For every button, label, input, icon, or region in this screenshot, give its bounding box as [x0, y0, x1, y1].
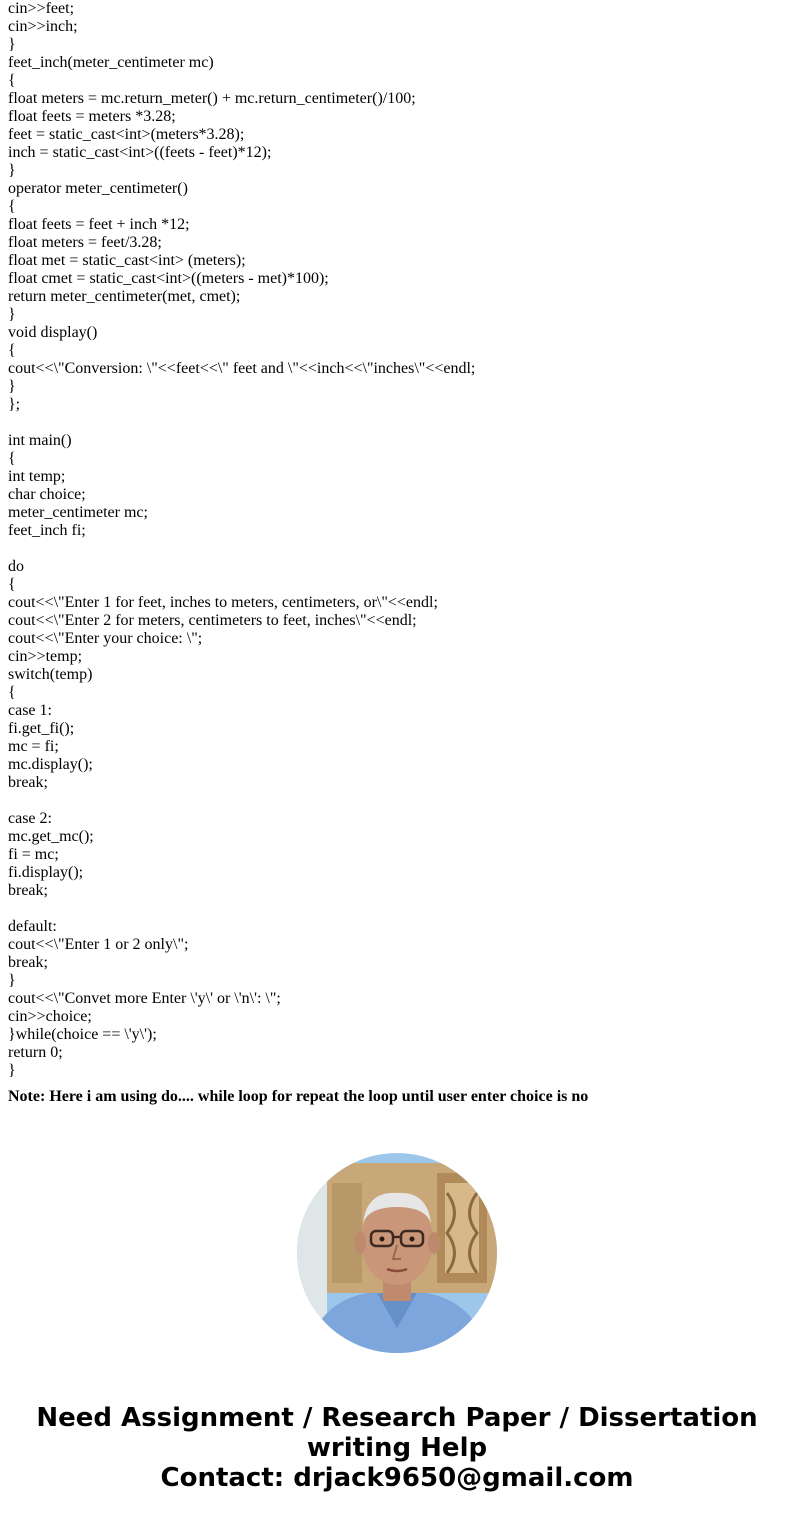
code-line: int temp; [8, 468, 66, 485]
code-line: feet_inch(meter_centimeter mc) [8, 54, 214, 71]
code-line: break; [8, 954, 48, 971]
code-line: mc = fi; [8, 738, 59, 755]
code-line: { [8, 576, 16, 593]
code-line: cin>>choice; [8, 1008, 92, 1025]
note-text: Note: Here i am using do.... while loop for repeat the loop until user enter choice is no [8, 1088, 589, 1105]
code-line: switch(temp) [8, 666, 93, 683]
code-line: case 1: [8, 702, 52, 719]
code-line: float meters = feet/3.28; [8, 234, 162, 251]
promo-line-1: Need Assignment / Research Paper / Dissertation [36, 1403, 758, 1433]
code-line: case 2: [8, 810, 52, 827]
code-line: cout<<\"Enter your choice: \"; [8, 630, 203, 647]
code-line: float met = static_cast<int> (meters); [8, 252, 246, 269]
code-line: mc.display(); [8, 756, 93, 773]
code-line: { [8, 198, 16, 215]
code-line [8, 540, 475, 558]
code-line: float cmet = static_cast<int>((meters - met)*100); [8, 270, 329, 287]
code-line: inch = static_cast<int>((feets - feet)*12); [8, 144, 272, 161]
code-line: { [8, 72, 16, 89]
code-line: void display() [8, 324, 98, 341]
code-line: feet = static_cast<int>(meters*3.28); [8, 126, 245, 143]
code-line: } [8, 36, 16, 53]
code-line: cout<<\"Convet more Enter \'y\' or \'n\': \"; [8, 990, 281, 1007]
code-listing [8, 0, 475, 1080]
code-line: meter_centimeter mc; [8, 504, 148, 521]
code-line: } [8, 972, 16, 989]
code-line: operator meter_centimeter() [8, 180, 188, 197]
code-line: cout<<\"Enter 2 for meters, centimeters to feet, inches\"<<endl; [8, 612, 417, 629]
code-line: fi.display(); [8, 864, 84, 881]
code-line: fi.get_fi(); [8, 720, 75, 737]
code-line: }while(choice == \'y\'); [8, 1026, 157, 1043]
code-line: cout<<\"Conversion: \"<<feet<<\" feet and \"<<inch<<\"inches\"<<endl; [8, 360, 476, 377]
promo-contact: Contact: drjack9650@gmail.com [160, 1463, 634, 1493]
code-line: char choice; [8, 486, 86, 503]
avatar-photo-icon [297, 1153, 497, 1353]
code-line: int main() [8, 432, 72, 449]
code-line: break; [8, 882, 48, 899]
code-line: cin>>inch; [8, 18, 78, 35]
code-line: float feets = feet + inch *12; [8, 216, 190, 233]
code-line [8, 900, 475, 918]
code-line: cin>>temp; [8, 648, 83, 665]
code-line [8, 414, 475, 432]
code-line: return meter_centimeter(met, cmet); [8, 288, 241, 305]
code-line: } [8, 1062, 16, 1079]
code-line: cout<<\"Enter 1 for feet, inches to meters, centimeters, or\"<<endl; [8, 594, 438, 611]
code-line: mc.get_mc(); [8, 828, 94, 845]
code-line: default: [8, 918, 57, 935]
code-line: { [8, 450, 16, 467]
author-avatar [297, 1153, 497, 1353]
code-line [8, 792, 475, 810]
code-line: break; [8, 774, 48, 791]
promo-banner [0, 1403, 794, 1493]
code-line: do [8, 558, 24, 575]
code-line: } [8, 162, 16, 179]
code-line: fi = mc; [8, 846, 59, 863]
code-line: return 0; [8, 1044, 63, 1061]
code-line: }; [8, 396, 21, 413]
promo-line-2: writing Help [306, 1433, 488, 1463]
code-line: } [8, 378, 16, 395]
code-line: float meters = mc.return_meter() + mc.return_centimeter()/100; [8, 90, 416, 107]
code-line: float feets = meters *3.28; [8, 108, 176, 125]
code-line: cin>>feet; [8, 0, 75, 17]
code-line: } [8, 306, 16, 323]
code-line: cout<<\"Enter 1 or 2 only\"; [8, 936, 189, 953]
code-line: feet_inch fi; [8, 522, 86, 539]
code-line: { [8, 342, 16, 359]
code-line: { [8, 684, 16, 701]
